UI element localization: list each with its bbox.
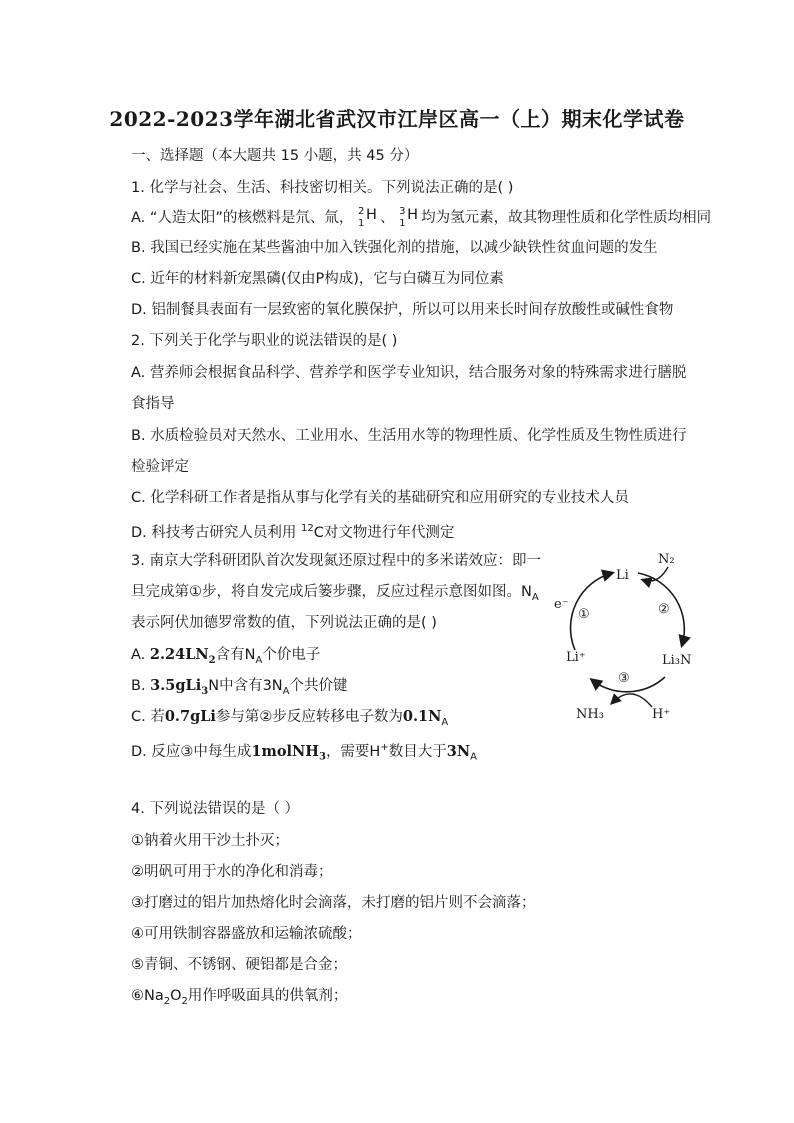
q4-item6-sub2: 2: [181, 995, 188, 1007]
q2-option-a: A. 营养师会根据食品科学、营养学和医学专业知识，结合服务对象的特殊需求进行膳脱食指导: [131, 365, 687, 412]
isotope-h2-number: 1: [358, 218, 365, 229]
carbon-mass-number: 12: [301, 523, 314, 534]
q3-a-post: 个价电子: [262, 647, 321, 663]
q3-b-mid: N中含有3N: [208, 678, 283, 694]
q3-a-sub1: 2: [208, 654, 216, 666]
h-plus-nh3-arrow: [612, 694, 652, 707]
q2-option-d: [131, 519, 454, 543]
q4-item6-pre: ⑥Na: [131, 988, 164, 1004]
q3-c-pre: C. 若: [131, 709, 165, 725]
q3-option-a: [131, 645, 320, 671]
isotope-h3-number: 1: [399, 218, 406, 229]
label-li3n: Li₃N: [662, 653, 692, 668]
q3-stem-line2: [131, 582, 539, 608]
q4-item6-post: 用作呼吸面具的供氧剂；: [187, 988, 348, 1004]
cycle-arc-step1: [571, 573, 612, 650]
q4-item-5: ⑤青铜、不锈钢、硬铝都是合金；: [131, 957, 347, 973]
q4-stem: 4. 下列说法错误的是（ ）: [131, 801, 300, 817]
isotope-h2-mass: 2: [358, 206, 365, 217]
q1-option-b: B. 我国已经实施在某些酱油中加入铁强化剂的措施，以减少缺铁性贫血问题的发生: [131, 240, 658, 256]
q1-option-a: [131, 208, 711, 228]
q1-option-d: D. 铝制餐具表面有一层致密的氧化膜保护，所以可以用来长时间存放酸性或碱性食物: [131, 302, 674, 318]
q2-option-c: C. 化学科研工作者是指从事与化学有关的基础研究和应用研究的专业技术人员: [131, 490, 629, 506]
q3-d-sup: +: [380, 742, 389, 753]
q3-a-mid: 含有N: [215, 647, 256, 663]
q3-line2-sub: A: [531, 591, 539, 603]
q3-d-sub2: A: [470, 751, 477, 763]
q4-item-1: ①钠着火用干沙土扑灭；: [131, 833, 289, 849]
q3-a-sub2: A: [255, 654, 263, 666]
q4-item-3: ③打磨过的铝片加热熔化时会滴落，未打磨的铝片则不会滴落；: [131, 895, 536, 911]
q4-item6-sub1: 2: [163, 995, 171, 1007]
label-nh3: NH₃: [576, 707, 604, 722]
q4-item-6: [131, 986, 347, 1012]
isotope-h2: [358, 206, 380, 229]
isotope-h2-symbol: H: [366, 207, 377, 223]
isotope-h3-mass: 3: [399, 206, 406, 217]
label-step1: ①: [578, 607, 590, 622]
q4-item-4: ④可用铁制容器盛放和运输浓硫酸；: [131, 926, 362, 942]
exam-title: 2022-2023学年湖北省武汉市江岸区高一（上）期末化学试卷: [109, 107, 685, 131]
q3-d-mid: ，需要H: [325, 743, 381, 760]
label-electron: e⁻: [554, 597, 569, 612]
label-h-plus: H⁺: [652, 707, 671, 722]
q1-a-post: 均为氢元素，故其物理性质和化学性质均相同: [421, 210, 712, 226]
q3-d-bold: 1molNH: [251, 742, 319, 760]
q1-a-sep: 、: [380, 210, 395, 226]
q3-a-bold: 2.24LN: [149, 646, 209, 663]
q3-c-bold: 0.7gLi: [164, 708, 216, 725]
q3-d-pre: D. 反应③中每生成: [131, 743, 252, 760]
q3-b-pre: B.: [131, 678, 151, 694]
q2-d-post: C对文物进行年代测定: [313, 524, 455, 541]
q3-c-mid: 参与第②步反应转移电子数为: [215, 709, 403, 725]
q2-option-b: B. 水质检验员对天然水、工业用水、生活用水等的物理性质、化学性质及生物性质进行检验评定: [131, 428, 687, 475]
label-step3: ③: [618, 671, 630, 686]
isotope-h3-symbol: H: [407, 207, 419, 223]
label-li-plus: Li⁺: [566, 650, 586, 665]
q3-option-c: [131, 707, 448, 733]
label-li: Li: [616, 568, 629, 583]
isotope-h3: [399, 206, 421, 229]
q1-a-pre: A. “人造太阳”的核燃料是氘、氚，: [131, 210, 354, 226]
label-n2: N₂: [658, 552, 675, 567]
q3-stem-line3: 表示阿伏加德罗常数的值，下列说法正确的是( ): [131, 615, 437, 631]
q3-b-sub1: 3: [201, 685, 209, 697]
q3-option-d: [131, 738, 477, 768]
q3-option-b: [131, 676, 347, 702]
nitrogen-reduction-cycle-diagram: [540, 545, 710, 730]
q3-d-bold2: 3N: [446, 742, 471, 760]
q2-stem: 2. 下列关于化学与职业的说法错误的是( ): [131, 333, 398, 349]
q3-a-pre: A.: [131, 647, 150, 663]
q3-d-sub1: 3: [318, 751, 326, 763]
q1-option-c: C. 近年的材料新宠黑磷(仅由P构成)，它与白磷互为同位素: [131, 271, 504, 287]
label-step2: ②: [658, 602, 670, 617]
q2-d-pre: D. 科技考古研究人员利用: [131, 524, 301, 541]
q3-c-bold2: 0.1N: [402, 708, 442, 725]
q3-b-sub2: A: [282, 685, 290, 697]
q4-item-2: ②明矾可用于水的净化和消毒；: [131, 864, 333, 880]
q3-b-post: 个共价键: [289, 678, 348, 694]
q1-stem: 1. 化学与社会、生活、科技密切相关。下列说法正确的是( ): [131, 180, 514, 196]
q3-d-mid2: 数目大于: [388, 743, 447, 760]
q3-c-sub: A: [441, 716, 449, 728]
q3-stem-line1: 3. 南京大学科研团队首次发现氮还原过程中的多米诺效应：即一: [131, 553, 541, 569]
q3-line2-text: 旦完成第①步，将自发完成后篓步骤，反应过程示意图如图。N: [131, 584, 532, 600]
q4-item6-mid: O: [170, 988, 182, 1004]
q3-b-bold: 3.5gLi: [150, 677, 202, 694]
section-heading: 一、选择题（本大题共 15 小题，共 45 分）: [131, 148, 419, 164]
